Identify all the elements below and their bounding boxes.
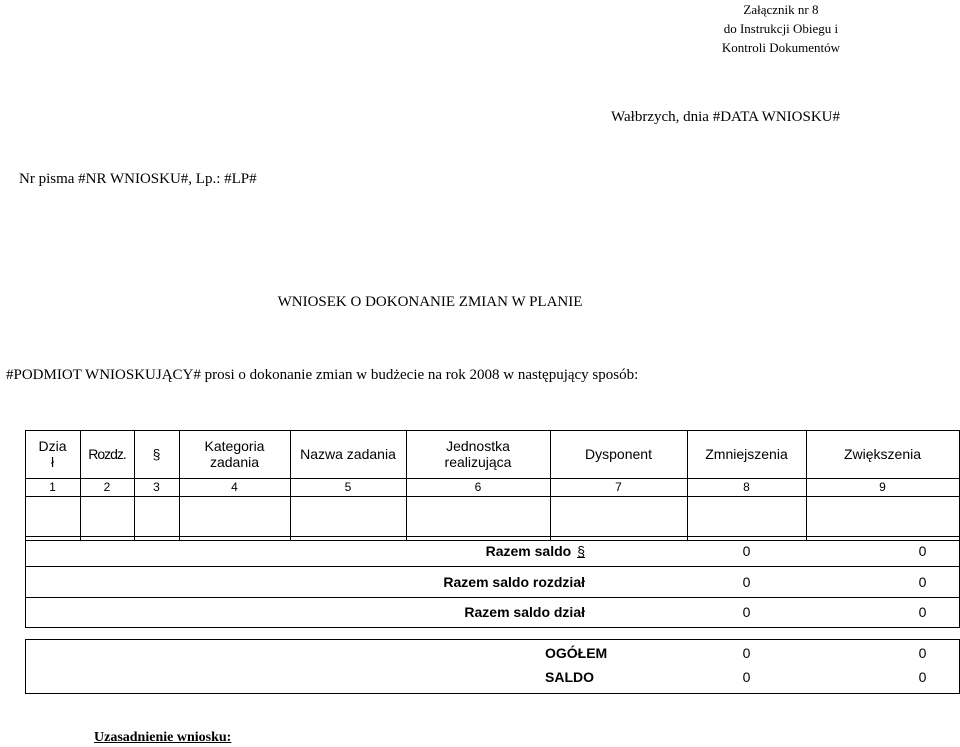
col-header-nazwa: Nazwa zadania [300, 446, 396, 462]
col-header-jednostka-line2: realizująca [444, 454, 512, 470]
sum-paragraph-increase: 0 [918, 543, 927, 559]
justification-label: Uzasadnienie wniosku: [94, 730, 232, 745]
annex-note [722, 0, 840, 57]
col-number-6: 6 [474, 480, 482, 494]
col-header-kategoria-line2: zadania [209, 454, 260, 470]
sum-section-label: Razem saldo dział [464, 604, 585, 620]
annex-line-1: Załącznik nr 8 [743, 2, 819, 17]
total-label-saldo: SALDO [545, 669, 594, 685]
sum-paragraph-symbol: § [577, 543, 585, 559]
document-title: WNIOSEK O DOKONANIE ZMIAN W PLANIE [277, 294, 583, 310]
changes-table [25, 430, 960, 541]
col-number-1: 1 [49, 480, 56, 494]
col-number-7: 7 [615, 480, 622, 494]
sums-table [25, 536, 960, 628]
sum-chapter-decrease: 0 [742, 573, 751, 590]
annex-line-2: do Instrukcji Obiegu i [723, 21, 839, 36]
sum-section-increase: 0 [918, 604, 927, 620]
sum-section-decrease: 0 [742, 604, 751, 620]
col-header-zwiekszenia: Zwiększenia [843, 446, 922, 462]
col-number-8: 8 [743, 480, 750, 494]
sum-paragraph-decrease: 0 [742, 543, 751, 559]
intro-paragraph: #PODMIOT WNIOSKUJĄCY# prosi o dokonanie zmian w budżecie na rok 2008 w następujący sposób: [6, 367, 639, 383]
col-number-9: 9 [879, 480, 886, 494]
sum-paragraph-text: Razem saldo [485, 543, 572, 559]
saldo-decrease: 0 [742, 669, 751, 685]
col-header-jednostka [406, 430, 550, 478]
sum-chapter-increase: 0 [918, 573, 927, 590]
saldo-increase: 0 [918, 669, 927, 685]
col-header-paragraph: § [152, 446, 161, 462]
col-header-dzial-line1: Dzia [38, 438, 67, 454]
col-header-rozdzial: Rozdz. [88, 446, 126, 462]
place-date: Wałbrzych, dnia #DATA WNIOSKU# [611, 109, 840, 125]
total-decrease: 0 [742, 645, 751, 661]
col-number-3: 3 [153, 480, 160, 494]
col-number-4: 4 [231, 480, 238, 494]
col-header-dzial [25, 430, 80, 478]
col-header-dysponent: Dysponent [585, 446, 652, 462]
sum-chapter-label: Razem saldo rozdział [443, 573, 585, 590]
sum-paragraph-label [385, 536, 585, 566]
col-header-jednostka-line1: Jednostka [446, 438, 510, 454]
col-number-2: 2 [103, 480, 111, 494]
col-header-dzial-line2: ł [50, 454, 55, 470]
col-number-5: 5 [344, 480, 352, 494]
total-increase: 0 [918, 645, 927, 661]
total-table [25, 639, 960, 694]
annex-line-3: Kontroli Dokumentów [721, 40, 840, 55]
total-label-ogolem: OGÓŁEM [545, 645, 608, 661]
col-header-kategoria-line1: Kategoria [204, 438, 265, 454]
col-header-kategoria [179, 430, 290, 478]
reference-number: Nr pisma #NR WNIOSKU#, Lp.: #LP# [19, 171, 257, 187]
col-header-zmniejszenia: Zmniejszenia [705, 446, 788, 462]
